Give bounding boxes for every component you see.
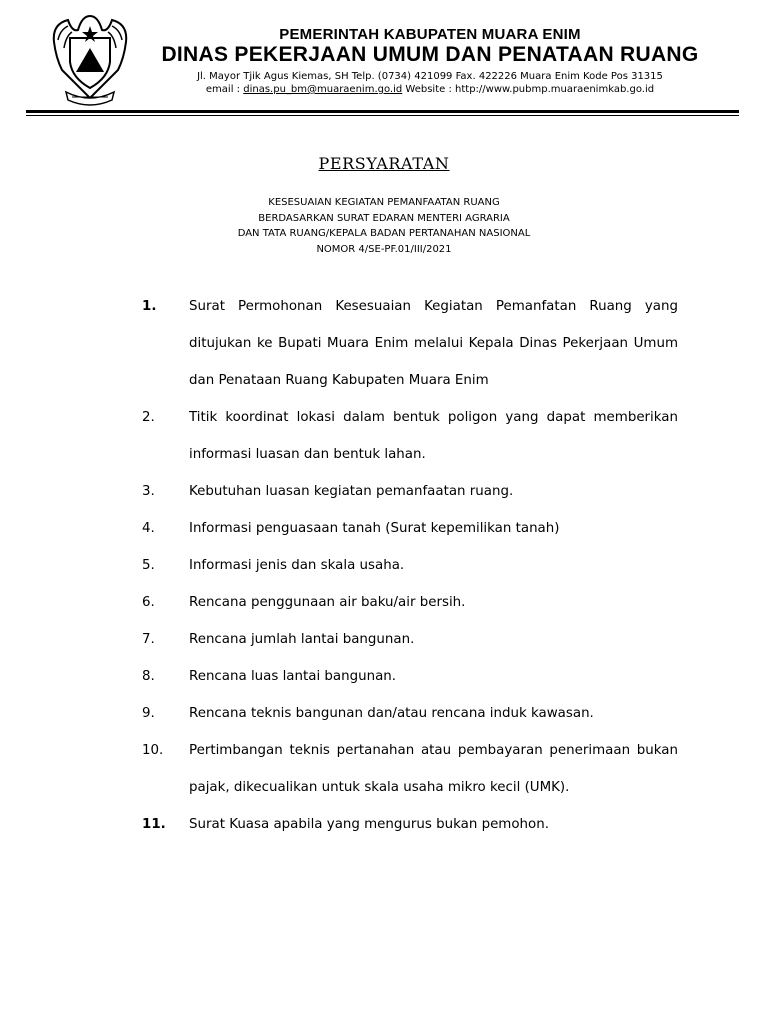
- subtitle-line: DAN TATA RUANG/KEPALA BADAN PERTANAHAN NASIONAL: [237, 228, 531, 239]
- item-text: Rencana luas lantai bangunan.: [189, 669, 397, 684]
- website-link[interactable]: http://www.pubmp.muaraenimkab.go.id: [455, 84, 655, 95]
- item-number: 2.: [142, 410, 155, 425]
- item-text: Informasi jenis dan skala usaha.: [189, 558, 405, 573]
- website-label: Website :: [405, 84, 452, 95]
- email-label: email :: [205, 84, 241, 95]
- letterhead-divider-thick: [26, 110, 739, 113]
- list-item: [142, 732, 678, 806]
- item-number: 6.: [142, 595, 155, 610]
- list-item: [142, 806, 678, 843]
- item-number: 8.: [142, 669, 155, 684]
- page-title: PERSYARATAN: [318, 154, 450, 173]
- item-text: Surat Permohonan Kesesuaian Kegiatan Pemanfatan Ruang yang ditujukan ke Bupati Muara Enim melalui Kepala Dinas Pekerjaan Umum dan Penataan Ruang Kabupaten Muara Enim: [189, 299, 678, 388]
- list-item: [142, 584, 678, 621]
- subtitle-line: NOMOR 4/SE-PF.01/III/2021: [316, 243, 452, 255]
- department-name: DINAS PEKERJAAN UMUM DAN PENATAAN RUANG: [161, 43, 699, 66]
- office-address: Jl. Mayor Tjik Agus Kiemas, SH Telp. (0734) 421099 Fax. 422226 Muara Enim Kode Pos 31315: [197, 71, 663, 82]
- item-number: 3.: [142, 484, 155, 499]
- item-text: Rencana penggunaan air baku/air bersih.: [189, 595, 466, 610]
- subtitle-line: KESESUAIAN KEGIATAN PEMANFAATAN RUANG: [268, 197, 500, 208]
- item-text: Kebutuhan luasan kegiatan pemanfaatan ruang.: [189, 484, 514, 499]
- list-item: [142, 510, 678, 547]
- list-item: [142, 695, 678, 732]
- item-text: Informasi penguasaan tanah (Surat kepemilikan tanah): [189, 521, 560, 536]
- list-item: [142, 621, 678, 658]
- item-number: 10.: [142, 743, 164, 758]
- list-item: [142, 399, 678, 473]
- list-item: [142, 547, 678, 584]
- item-number: 1.: [142, 299, 157, 314]
- item-text: Rencana teknis bangunan dan/atau rencana induk kawasan.: [189, 706, 594, 721]
- item-number: 7.: [142, 632, 155, 647]
- letterhead-text: [130, 26, 730, 96]
- list-item: [142, 473, 678, 510]
- item-number: 4.: [142, 521, 155, 536]
- contact-line: [130, 83, 730, 96]
- item-number: 5.: [142, 558, 155, 573]
- list-item: [142, 288, 678, 399]
- requirements-list: [142, 288, 678, 843]
- email-link[interactable]: dinas.pu_bm@muaraenim.go.id: [243, 84, 403, 95]
- item-text: Pertimbangan teknis pertanahan atau pembayaran penerimaan bukan pajak, dikecualikan untuk skala usaha mikro kecil (UMK).: [189, 743, 678, 795]
- letterhead: [0, 0, 768, 120]
- item-number: 11.: [142, 817, 166, 832]
- list-item: [142, 658, 678, 695]
- subtitle-line: BERDASARKAN SURAT EDARAN MENTERI AGRARIA: [258, 212, 510, 224]
- item-text: Titik koordinat lokasi dalam bentuk poligon yang dapat memberikan informasi luasan dan bentuk lahan.: [189, 410, 678, 462]
- regency-coat-of-arms-icon: [48, 12, 132, 106]
- item-number: 9.: [142, 706, 155, 721]
- letterhead-divider-thin: [26, 115, 739, 116]
- subtitle-block: [0, 195, 768, 257]
- government-name: PEMERINTAH KABUPATEN MUARA ENIM: [279, 26, 581, 43]
- item-text: Rencana jumlah lantai bangunan.: [189, 632, 415, 647]
- item-text: Surat Kuasa apabila yang mengurus bukan pemohon.: [189, 817, 549, 832]
